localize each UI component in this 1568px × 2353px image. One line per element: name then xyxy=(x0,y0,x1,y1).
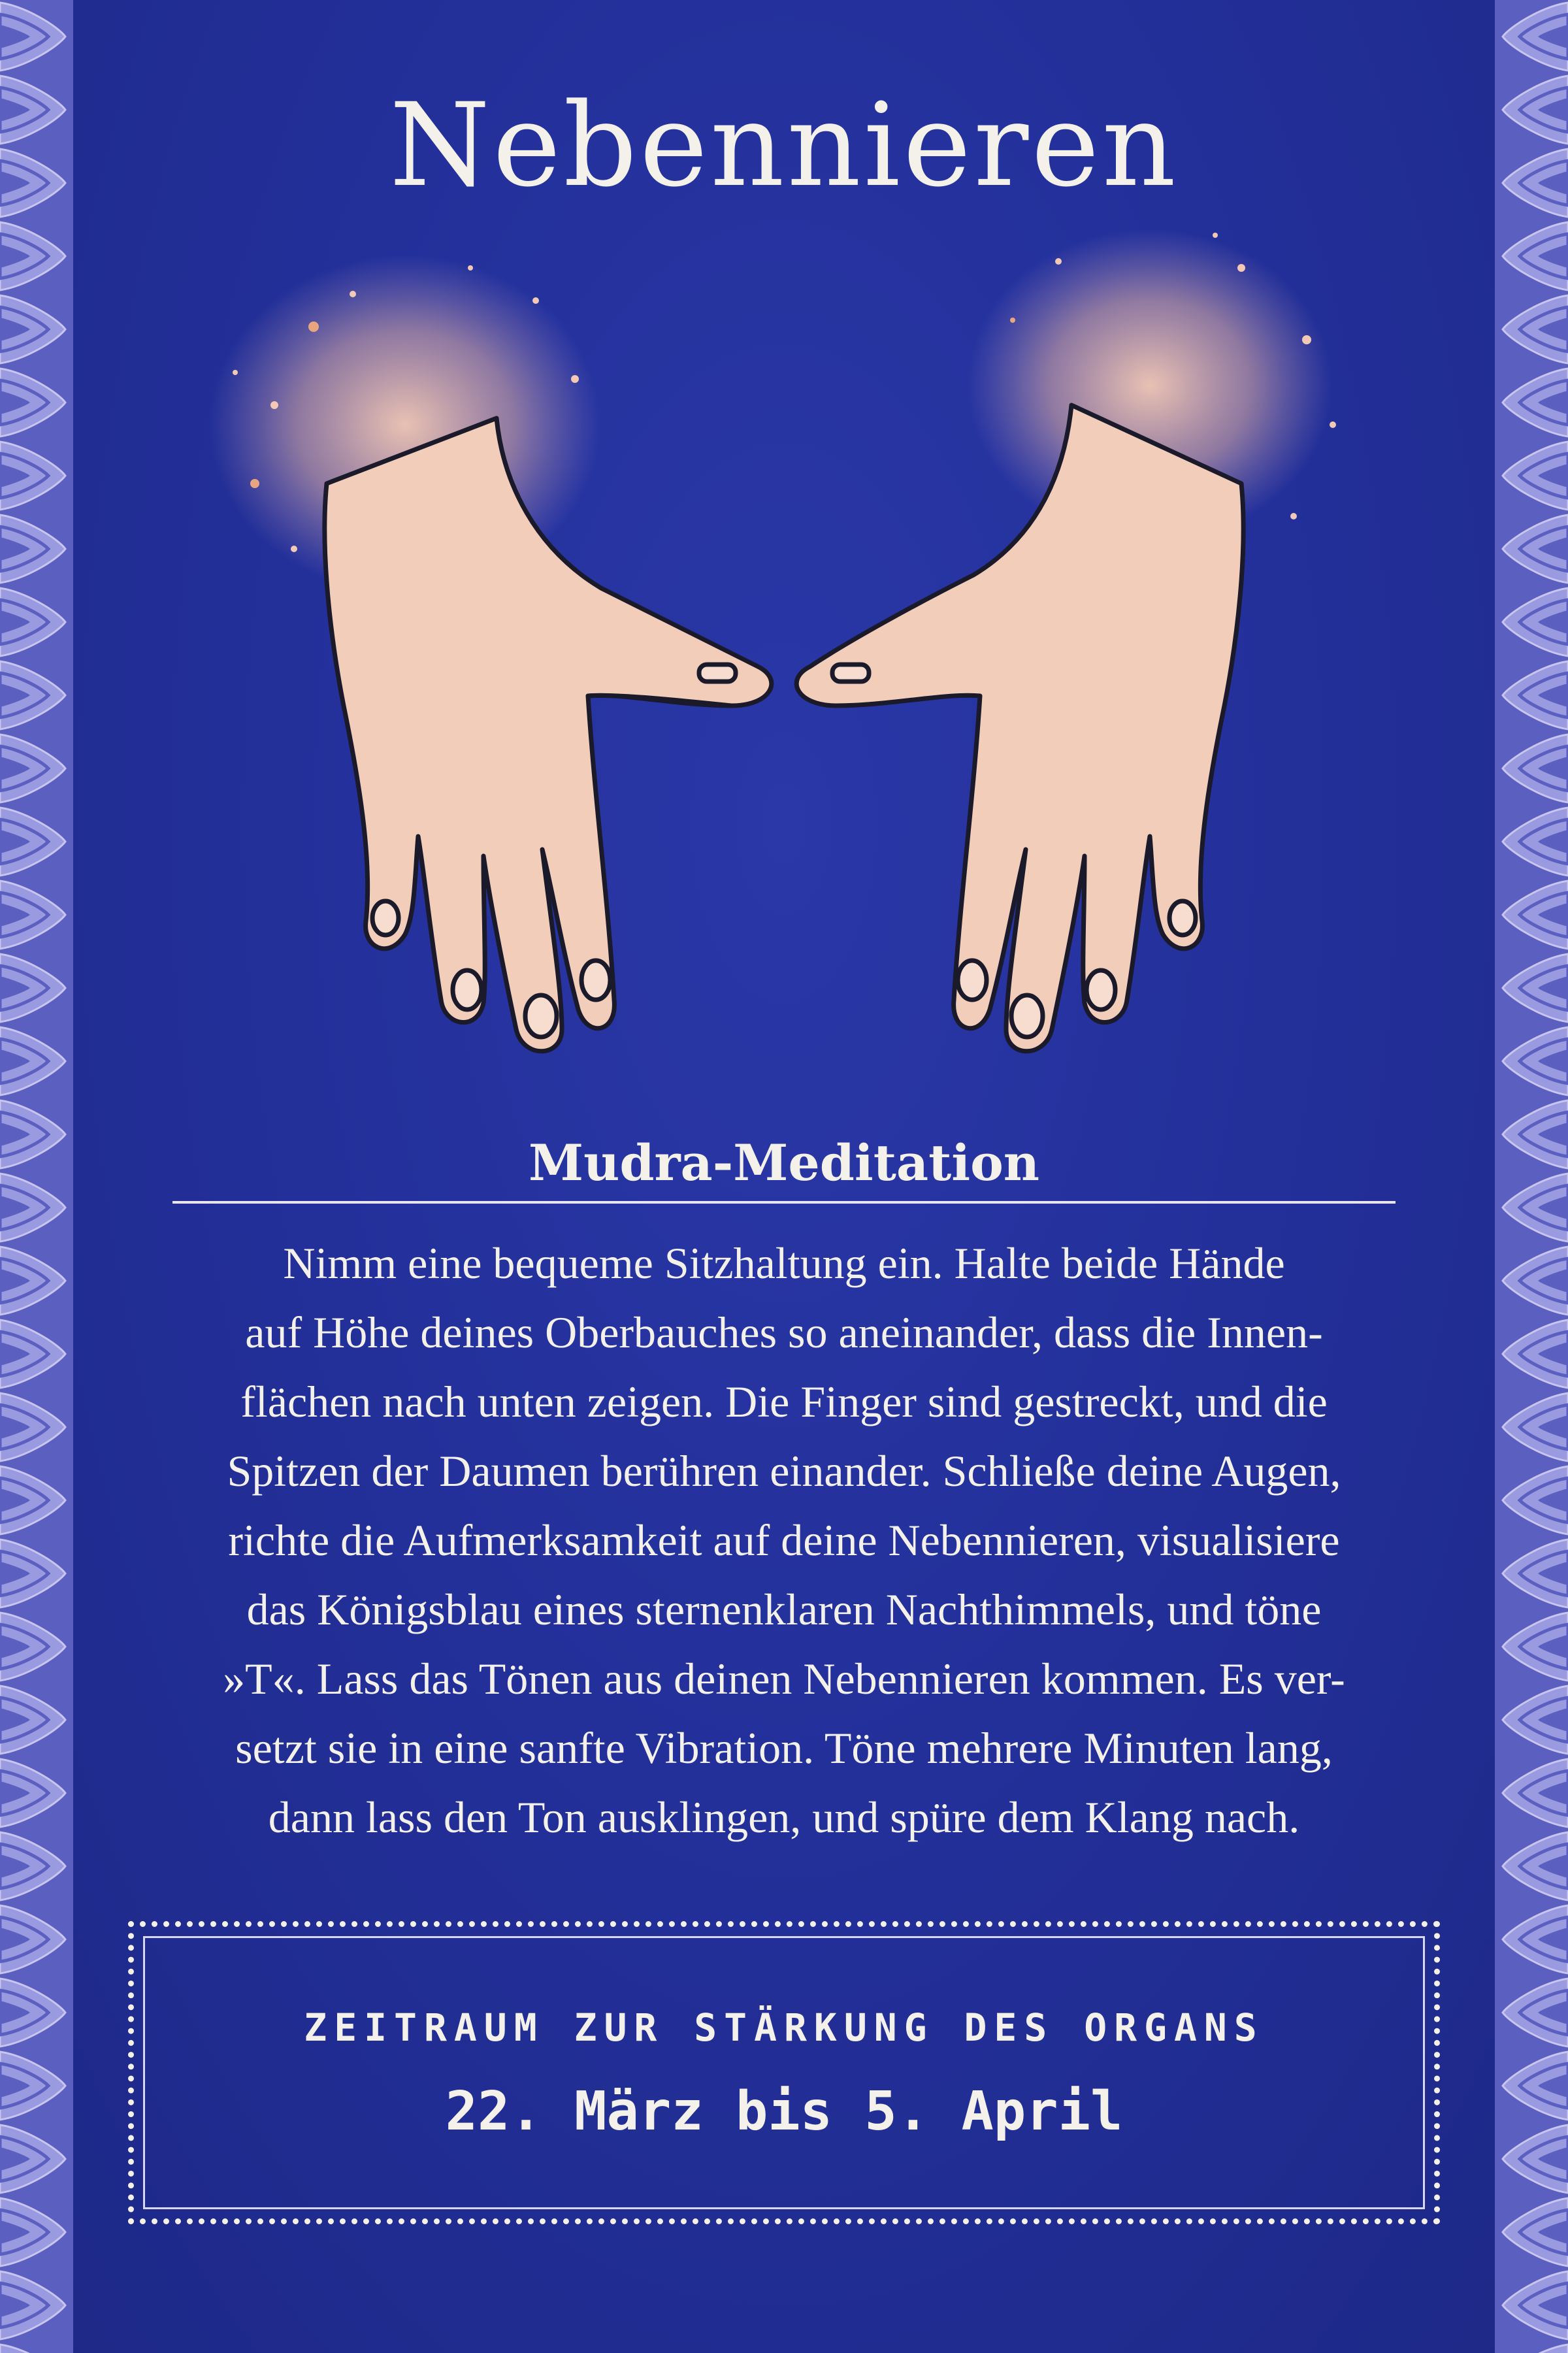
instruction-text xyxy=(128,1228,1440,1852)
heading-divider xyxy=(172,1201,1396,1204)
strengthening-period-box xyxy=(128,1921,1440,2224)
instruction-line: das Königsblau eines sternenklaren Nachthimmels, und töne xyxy=(246,1585,1322,1634)
period-label: ZEITRAUM ZUR STÄRKUNG DES ORGANS xyxy=(304,2005,1264,2050)
right-hand xyxy=(796,405,1243,1051)
instruction-line: richte die Aufmerksamkeit auf deine Nebennieren, visualisiere xyxy=(228,1515,1340,1565)
instruction-line: Nimm eine bequeme Sitzhaltung ein. Halte beide Hände xyxy=(283,1238,1285,1288)
instruction-line: »T«. Lass das Tönen aus deinen Nebennieren kommen. Es ver- xyxy=(223,1654,1345,1703)
period-dates: 22. März bis 5. April xyxy=(445,2081,1123,2143)
instruction-line: auf Höhe deines Oberbauches so aneinander, dass die Innen- xyxy=(245,1308,1323,1357)
card-title: Nebennieren xyxy=(389,78,1179,212)
period-box-inner-frame xyxy=(143,1936,1425,2209)
instruction-line: setzt sie in eine sanfte Vibration. Töne mehrere Minuten lang, xyxy=(235,1723,1333,1773)
instruction-line: flächen nach unten zeigen. Die Finger sind gestreckt, und die xyxy=(240,1377,1328,1426)
section-heading: Mudra-Meditation xyxy=(528,1134,1040,1192)
mudra-hands-icon xyxy=(196,209,1372,1098)
instruction-line: Spitzen der Daumen berühren einander. Schließe deine Augen, xyxy=(227,1446,1341,1496)
instruction-line: dann lass den Ton ausklingen, und spüre dem Klang nach. xyxy=(268,1792,1300,1842)
